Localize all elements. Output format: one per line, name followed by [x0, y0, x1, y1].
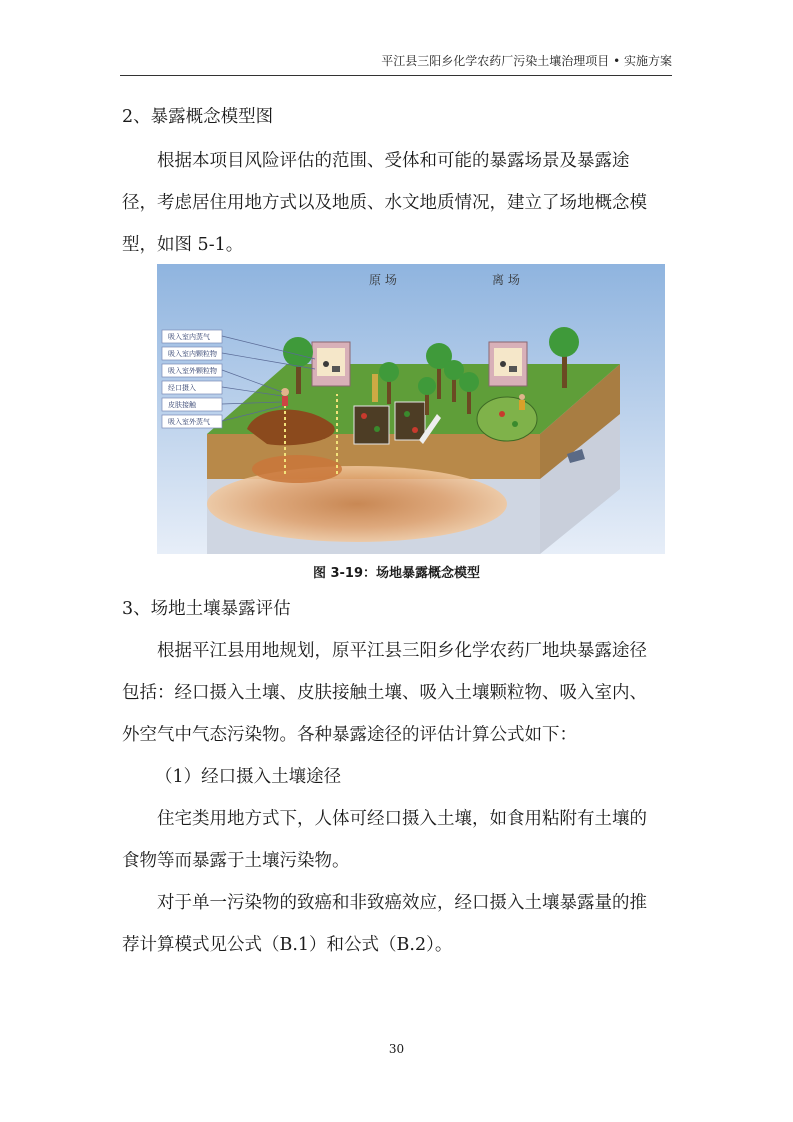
subheading-oral-ingestion: （1）经口摄入土壤途径	[155, 767, 342, 787]
pathway-label-2: 吸入室内颗粒物	[168, 350, 217, 358]
paragraph-1-line-3: 型，如图 5-1。	[122, 235, 244, 255]
section3-heading: 3、场地土壤暴露评估	[122, 599, 291, 619]
soil-plume	[252, 455, 342, 483]
figure-caption: 图 3-19：场地暴露概念模型	[312, 566, 481, 581]
offsite-house	[489, 342, 527, 386]
paragraph-4-line-1: 对于单一污染物的致癌和非致癌效应，经口摄入土壤暴露量的推	[157, 893, 647, 913]
garden-plot-2	[395, 402, 425, 440]
pathway-label-6: 吸入室外蒸气	[168, 418, 210, 426]
paragraph-1-line-2: 径，考虑居住用地方式以及地质、水文地质情况，建立了场地概念模	[122, 193, 647, 213]
groundwater-plume	[207, 466, 507, 542]
pathway-label-4: 经口摄入	[168, 384, 196, 392]
garden-plot-1	[354, 406, 389, 444]
offsite-label: 离 场	[492, 273, 520, 287]
pathway-label-5: 皮肤接触	[168, 401, 196, 409]
paragraph-4-line-2: 荐计算模式见公式（B.1）和公式（B.2）。	[122, 935, 453, 955]
paragraph-3-line-2: 食物等而暴露于土壤污染物。	[122, 851, 350, 871]
section2-heading: 2、暴露概念模型图	[122, 107, 274, 127]
onsite-label: 原 场	[369, 273, 397, 287]
paragraph-2-line-2: 包括：经口摄入土壤、皮肤接触土壤、吸入土壤颗粒物、吸入室内、	[122, 683, 647, 703]
paragraph-1-line-1: 根据本项目风险评估的范围、受体和可能的暴露场景及暴露途	[157, 151, 630, 171]
site-exposure-conceptual-model-figure	[157, 264, 665, 554]
paragraph-2-line-1: 根据平江县用地规划，原平江县三阳乡化学农药厂地块暴露途径	[157, 641, 647, 661]
paragraph-2-line-3: 外空气中气态污染物。各种暴露途径的评估计算公式如下：	[122, 725, 577, 745]
paragraph-3-line-1: 住宅类用地方式下，人体可经口摄入土壤，如食用粘附有土壤的	[157, 809, 647, 829]
header-rule	[120, 75, 672, 76]
offsite-garden	[477, 397, 537, 441]
pathway-label-1: 吸入室内蒸气	[168, 333, 210, 341]
pathway-label-3: 吸入室外颗粒物	[168, 367, 217, 375]
page-header: 平江县三阳乡化学农药厂污染土壤治理项目 • 实施方案	[381, 54, 672, 68]
page-number: 30	[388, 1042, 405, 1056]
onsite-house	[312, 342, 350, 386]
